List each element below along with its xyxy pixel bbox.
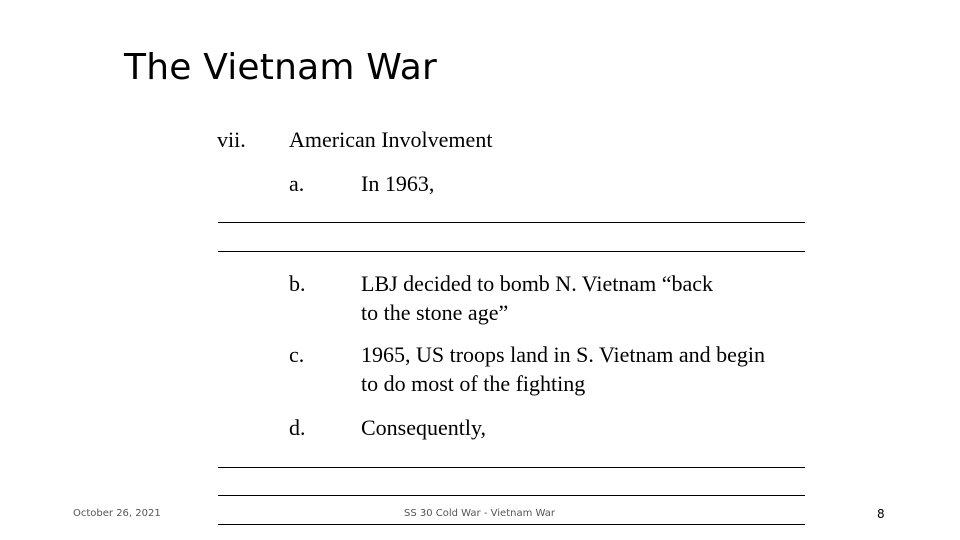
answer-blank-line bbox=[218, 524, 805, 525]
answer-blank-line bbox=[218, 222, 805, 223]
item-c-line-1: 1965, US troops land in S. Vietnam and begin bbox=[361, 342, 766, 367]
item-marker-a: a. bbox=[289, 171, 305, 196]
answer-blank-line bbox=[218, 467, 805, 468]
page-number: 8 bbox=[877, 507, 885, 521]
item-d-line-1: Consequently, bbox=[361, 415, 487, 440]
item-marker-b: b. bbox=[289, 271, 306, 296]
item-c-line-2: to do most of the fighting bbox=[361, 371, 586, 396]
item-b-line-1: LBJ decided to bomb N. Vietnam “back bbox=[361, 271, 714, 296]
footer-date: October 26, 2021 bbox=[73, 508, 161, 519]
section-heading: American Involvement bbox=[289, 127, 493, 152]
item-b-line-2: to the stone age” bbox=[361, 300, 509, 325]
section-numeral: vii. bbox=[217, 127, 246, 152]
footer-course: SS 30 Cold War - Vietnam War bbox=[404, 508, 555, 519]
answer-blank-line bbox=[218, 495, 805, 496]
slide-title: The Vietnam War bbox=[124, 47, 438, 88]
item-a-line-1: In 1963, bbox=[361, 171, 435, 196]
item-marker-c: c. bbox=[289, 342, 305, 367]
answer-blank-line bbox=[218, 251, 805, 252]
item-marker-d: d. bbox=[289, 415, 306, 440]
